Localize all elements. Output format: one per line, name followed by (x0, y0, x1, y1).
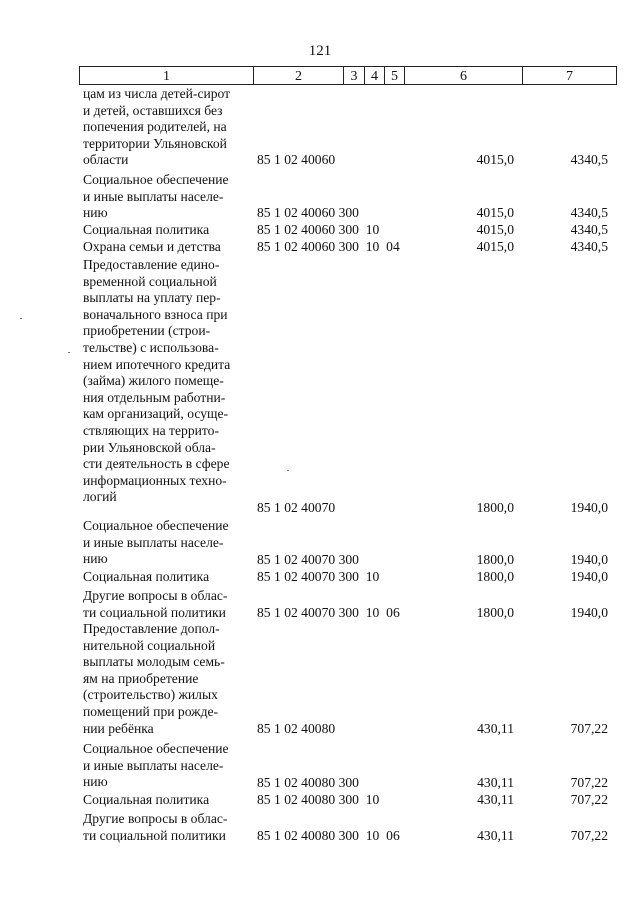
row-name-line: территории Ульяновской (83, 135, 227, 151)
row-name (83, 621, 249, 737)
row-col6-value: 4015,0 (476, 222, 514, 237)
row-col6-value: 1800,0 (476, 500, 514, 515)
row-col6-value: 4015,0 (476, 205, 514, 220)
row-code: 85 1 02 40070 300 10 06 (257, 605, 400, 620)
row-name-line: (займа) жилого помеще- (83, 373, 224, 389)
scan-speck (20, 318, 22, 319)
row-code: 85 1 02 40070 300 10 (257, 569, 380, 584)
row-name-line: ния отдельным работни- (83, 389, 226, 405)
row-code: 85 1 02 40070 300 (257, 552, 359, 567)
row-col7-value: 4340,5 (570, 152, 608, 167)
row-name (83, 86, 249, 169)
row-col6-value: 1800,0 (476, 569, 514, 584)
row-name-line: Предоставление едино- (83, 257, 220, 272)
row-name-line: попечения родителей, на (83, 119, 227, 135)
row-code: 85 1 02 40060 (257, 152, 336, 167)
row-name-line: Другие вопросы в облас- (83, 811, 228, 826)
row-col6-value: 430,11 (477, 792, 514, 807)
row-name (83, 792, 249, 809)
row-name-line: Социальное обеспечение (83, 741, 229, 756)
row-col6-value: 1800,0 (476, 605, 514, 620)
row-name-line: приобретении (строи- (83, 323, 211, 339)
header-col-2: 2 (253, 66, 343, 85)
row-name-line: и иные выплаты населе- (83, 534, 224, 550)
row-code: 85 1 02 40080 300 (257, 775, 359, 790)
row-name-line: логий (83, 489, 117, 505)
row-name-line: выплаты молодым семь- (83, 654, 225, 670)
row-code: 85 1 02 40060 300 (257, 205, 359, 220)
row-name-line: кам организаций, осуще- (83, 406, 229, 422)
row-name-line: нию (83, 551, 108, 567)
row-name-line: нии ребёнка (83, 720, 154, 736)
row-name-line: ти социальной политики (83, 604, 226, 620)
row-col7-value: 707,22 (570, 792, 608, 807)
row-code: 85 1 02 40060 300 10 (257, 222, 380, 237)
row-name-line: (строительство) жилых (83, 687, 218, 703)
row-name-line: цам из числа детей-сирот (83, 86, 231, 101)
header-col-6: 6 (404, 66, 522, 85)
row-name-line: и детей, оставшихся без (83, 102, 223, 118)
scan-speck (68, 352, 70, 353)
header-col-7: 7 (522, 66, 617, 85)
row-name-line: области (83, 152, 129, 168)
row-col7-value: 707,22 (570, 828, 608, 843)
row-name (83, 811, 249, 844)
row-name-line: рии Ульяновской обла- (83, 439, 216, 455)
row-name-line: Социальная политика (83, 569, 210, 584)
header-col-5: 5 (384, 66, 404, 85)
row-name-line: сти деятельность в сфере (83, 456, 230, 472)
row-col6-value: 430,11 (477, 775, 514, 790)
row-name (83, 172, 249, 222)
row-name-line: ям на приобретение (83, 670, 199, 686)
row-name (83, 588, 249, 621)
row-name-line: нию (83, 774, 108, 790)
row-col6-value: 430,11 (477, 828, 514, 843)
page-number: 121 (308, 43, 332, 59)
row-col6-value: 1800,0 (476, 552, 514, 567)
row-name-line: Другие вопросы в облас- (83, 588, 228, 603)
row-name (83, 569, 249, 586)
row-col6-value: 4015,0 (476, 239, 514, 254)
row-col7-value: 707,22 (570, 721, 608, 736)
row-name (83, 518, 249, 568)
row-name-line: информационных техно- (83, 472, 227, 488)
row-name (83, 741, 249, 791)
row-name-line: нительной социальной (83, 637, 216, 653)
row-name-line: воначального взноса при (83, 306, 228, 322)
row-col7-value: 1940,0 (570, 500, 608, 515)
row-code: 85 1 02 40080 (257, 721, 336, 736)
row-name-line: выплаты на уплату пер- (83, 290, 221, 306)
header-col-3: 3 (343, 66, 364, 85)
row-col7-value: 4340,5 (570, 239, 608, 254)
row-name-line: и иные выплаты населе- (83, 757, 224, 773)
row-name-line: Социальное обеспечение (83, 518, 229, 533)
row-name-line: Предоставление допол- (83, 621, 220, 636)
row-name-line: нием ипотечного кредита (83, 356, 231, 372)
row-name-line: тельстве) с использова- (83, 339, 219, 355)
row-code: 85 1 02 40080 300 10 06 (257, 828, 400, 843)
row-col7-value: 707,22 (570, 775, 608, 790)
row-col6-value: 430,11 (477, 721, 514, 736)
row-code: 85 1 02 40070 (257, 500, 336, 515)
row-name (83, 257, 249, 506)
row-name-line: помещений при рожде- (83, 703, 219, 719)
row-name-line: Социальная политика (83, 222, 210, 237)
header-col-4: 4 (364, 66, 384, 85)
row-col7-value: 1940,0 (570, 605, 608, 620)
row-name-line: Охрана семьи и детства (83, 239, 221, 254)
row-name (83, 222, 249, 239)
row-col7-value: 1940,0 (570, 552, 608, 567)
row-col7-value: 1940,0 (570, 569, 608, 584)
row-name-line: Социальная политика (83, 792, 210, 807)
row-name (83, 239, 249, 256)
scan-speck (287, 470, 289, 471)
row-code: 85 1 02 40080 300 10 (257, 792, 380, 807)
row-name-line: ствляющих на террито- (83, 422, 219, 438)
row-col7-value: 4340,5 (570, 222, 608, 237)
header-col-1: 1 (79, 66, 253, 85)
row-name-line: Социальное обеспечение (83, 172, 229, 187)
row-name-line: нию (83, 205, 108, 221)
row-name-line: ти социальной политики (83, 827, 226, 843)
row-name-line: и иные выплаты населе- (83, 188, 224, 204)
row-name-line: временной социальной (83, 273, 217, 289)
table-header (0, 66, 640, 86)
row-col7-value: 4340,5 (570, 205, 608, 220)
row-code: 85 1 02 40060 300 10 04 (257, 239, 400, 254)
row-col6-value: 4015,0 (476, 152, 514, 167)
